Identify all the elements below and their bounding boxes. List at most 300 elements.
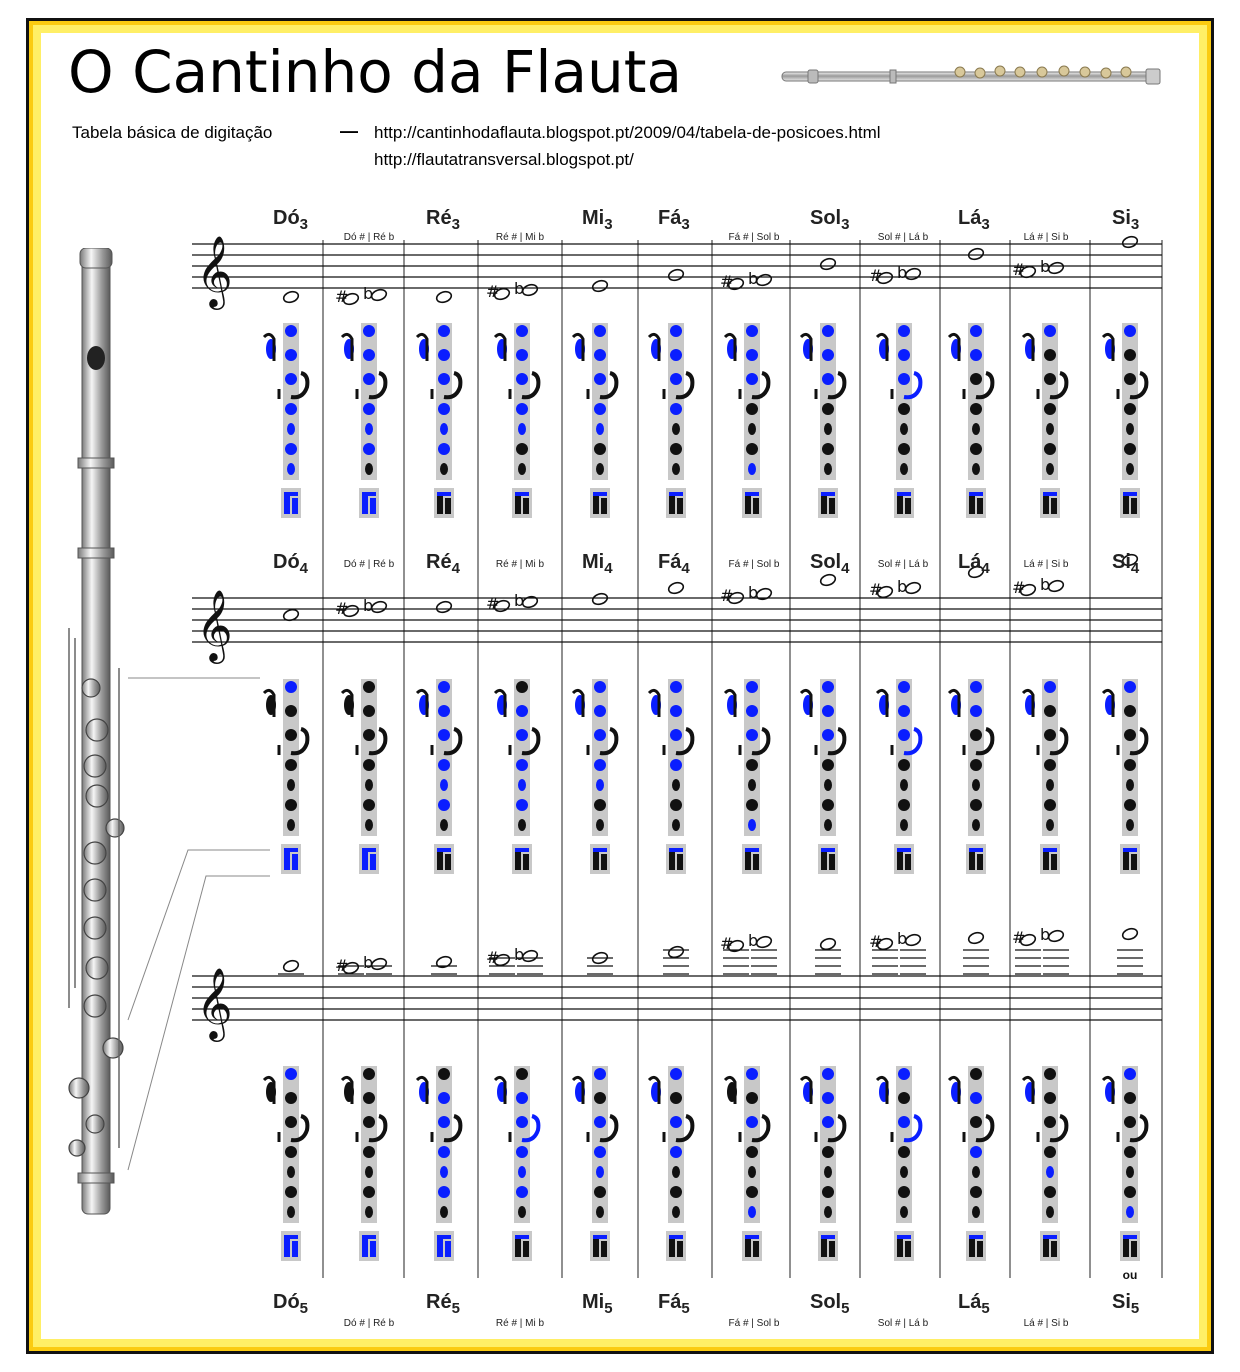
key-1 — [363, 681, 375, 693]
sharp-sign: # — [720, 272, 734, 291]
key-5 — [287, 779, 295, 791]
key-6 — [898, 443, 910, 455]
octave-number: 3 — [604, 216, 613, 233]
subtitle-dash: — — [340, 121, 358, 141]
key-4 — [970, 759, 982, 771]
key-2 — [594, 1092, 606, 1104]
key-4 — [898, 403, 910, 415]
octave-number: 4 — [981, 560, 990, 577]
notes-octave-5 — [278, 925, 1143, 975]
foot-key-eb — [1123, 848, 1137, 852]
key-2 — [594, 705, 606, 717]
key-1 — [670, 681, 682, 693]
key-5 — [824, 423, 832, 435]
fingering-diagram — [1103, 1066, 1146, 1261]
note-head — [667, 581, 684, 595]
note-name-text: Ré — [426, 551, 452, 573]
fingering-diagram — [649, 679, 692, 874]
foot-key-2 — [1051, 1241, 1057, 1257]
key-panel — [361, 1066, 377, 1223]
key-5 — [287, 423, 295, 435]
key-6 — [898, 1186, 910, 1198]
key-7 — [1126, 463, 1134, 475]
note-name-text: Fá — [658, 551, 682, 573]
accidental-label: Fá # | Sol b — [728, 1318, 780, 1329]
key-4 — [1044, 1146, 1056, 1158]
flat-sign: b — [748, 269, 759, 288]
foot-key-eb — [593, 1235, 607, 1239]
key-6 — [670, 443, 682, 455]
fingering-diagram — [495, 1066, 538, 1261]
fingering-diagram — [417, 679, 460, 874]
key-panel — [820, 323, 836, 480]
sharp-sign: # — [720, 934, 734, 953]
note-name-text: Sol — [810, 207, 842, 229]
foot-key-eb — [669, 492, 683, 496]
key-7 — [365, 463, 373, 475]
key-2 — [670, 349, 682, 361]
key-4 — [670, 403, 682, 415]
key-3 — [516, 1116, 528, 1128]
key-2 — [438, 705, 450, 717]
key-6 — [516, 1186, 528, 1198]
foot-key-eb — [515, 1235, 529, 1239]
key-3 — [438, 373, 450, 385]
key-6 — [1044, 443, 1056, 455]
key-4 — [746, 1146, 758, 1158]
key-3 — [746, 729, 758, 741]
key-4 — [970, 1146, 982, 1158]
treble-clef-icon: 𝄞 — [196, 234, 233, 307]
key-3 — [1124, 729, 1136, 741]
key-3 — [898, 729, 910, 741]
key-4 — [516, 1146, 528, 1158]
key-4 — [438, 403, 450, 415]
note-name-text: Mi — [582, 207, 605, 229]
key-1 — [516, 325, 528, 337]
key-4 — [594, 759, 606, 771]
key-5 — [596, 423, 604, 435]
source-link-2[interactable]: http://flautatransversal.blogspot.pt/ — [374, 150, 634, 169]
key-3 — [285, 1116, 297, 1128]
octave-number: 3 — [841, 216, 850, 233]
sharp-sign: # — [335, 599, 349, 618]
key-5 — [365, 423, 373, 435]
foot-key-eb — [969, 848, 983, 852]
key-4 — [1044, 403, 1056, 415]
foot-key-eb — [515, 492, 529, 496]
key-5 — [972, 1166, 980, 1178]
key-3 — [516, 729, 528, 741]
key-panel — [668, 1066, 684, 1223]
octave-number: 5 — [681, 1300, 690, 1317]
key-3 — [670, 373, 682, 385]
flat-sign: b — [1040, 575, 1051, 594]
note-name — [958, 1291, 990, 1317]
foot-key-2 — [977, 498, 983, 514]
note-name — [658, 207, 690, 233]
note-head — [591, 279, 608, 293]
note-name-text: Fá — [658, 207, 682, 229]
key-5 — [440, 779, 448, 791]
key-2 — [822, 705, 834, 717]
key-1 — [898, 681, 910, 693]
key-3 — [363, 373, 375, 385]
key-panel — [436, 1066, 452, 1223]
note-head — [1121, 235, 1138, 249]
foot-key-eb — [515, 848, 529, 852]
key-6 — [822, 799, 834, 811]
key-1 — [516, 1068, 528, 1080]
accidental-label: Sol # | Lá b — [877, 232, 929, 243]
foot-key-2 — [1051, 498, 1057, 514]
note-name — [426, 207, 460, 233]
foot-key-2 — [753, 498, 759, 514]
key-6 — [285, 1186, 297, 1198]
key-7 — [1126, 819, 1134, 831]
foot-key-2 — [829, 854, 835, 870]
sharp-sign: # — [335, 287, 349, 306]
octave-number: 4 — [681, 560, 690, 577]
key-7 — [440, 819, 448, 831]
key-7 — [287, 1206, 295, 1218]
key-panel — [361, 679, 377, 836]
fingering-diagram — [264, 323, 307, 518]
key-1 — [1044, 325, 1056, 337]
key-3 — [970, 729, 982, 741]
key-1 — [746, 681, 758, 693]
note-name-text: Sol — [810, 1291, 842, 1313]
key-6 — [1124, 443, 1136, 455]
note-name — [582, 551, 613, 577]
fingering-diagram — [877, 323, 920, 518]
sharp-sign: # — [486, 282, 500, 301]
key-6 — [594, 799, 606, 811]
key-7 — [824, 1206, 832, 1218]
note-name-text: Mi — [582, 1291, 605, 1313]
key-5 — [365, 1166, 373, 1178]
key-panel — [514, 323, 530, 480]
key-6 — [970, 799, 982, 811]
accidental-label: Sol # | Lá b — [877, 559, 929, 570]
octave-number: 5 — [299, 1300, 309, 1317]
key-2 — [822, 349, 834, 361]
key-2 — [516, 1092, 528, 1104]
foot-key-eb — [969, 492, 983, 496]
key-3 — [1124, 373, 1136, 385]
key-2 — [898, 349, 910, 361]
key-7 — [1046, 819, 1054, 831]
octave-number: 3 — [1130, 216, 1140, 233]
page-subtitle: Tabela básica de digitação — [72, 123, 273, 142]
key-3 — [438, 1116, 450, 1128]
key-1 — [438, 325, 450, 337]
note-head — [591, 592, 608, 606]
treble-clef-icon: 𝄞 — [196, 966, 233, 1039]
key-2 — [1044, 1092, 1056, 1104]
fingering-diagram — [877, 679, 920, 874]
key-6 — [822, 1186, 834, 1198]
foot-key-2 — [445, 854, 451, 870]
key-7 — [748, 819, 756, 831]
octave-number: 3 — [681, 216, 690, 233]
key-3 — [1044, 373, 1056, 385]
key-7 — [1046, 1206, 1054, 1218]
key-panel — [1042, 679, 1058, 836]
foot-key-eb — [821, 1235, 835, 1239]
foot-key-eb — [593, 848, 607, 852]
key-3 — [822, 373, 834, 385]
key-1 — [822, 1068, 834, 1080]
key-7 — [440, 1206, 448, 1218]
fingering-diagram — [649, 1066, 692, 1261]
accidental-label: Lá # | Si b — [1023, 232, 1069, 243]
key-1 — [670, 325, 682, 337]
key-5 — [596, 779, 604, 791]
key-7 — [1046, 463, 1054, 475]
note-name — [273, 207, 308, 233]
octave-number: 4 — [1130, 560, 1140, 577]
key-5 — [596, 1166, 604, 1178]
key-6 — [898, 799, 910, 811]
fingerings-octave-3 — [264, 323, 1146, 518]
foot-key-2 — [601, 498, 607, 514]
key-3 — [285, 729, 297, 741]
sharp-sign: # — [1012, 260, 1026, 279]
key-6 — [670, 799, 682, 811]
key-4 — [1124, 403, 1136, 415]
key-7 — [365, 819, 373, 831]
key-4 — [1044, 759, 1056, 771]
flat-sign: b — [363, 953, 374, 972]
key-6 — [746, 1186, 758, 1198]
key-4 — [363, 759, 375, 771]
octave-number: 5 — [604, 1300, 613, 1317]
foot-key-2 — [977, 1241, 983, 1257]
key-5 — [824, 779, 832, 791]
foot-key-2 — [677, 498, 683, 514]
key-7 — [972, 819, 980, 831]
note-name — [658, 551, 690, 577]
foot-key-2 — [445, 1241, 451, 1257]
sharp-sign: # — [869, 266, 883, 285]
fingerings-octave-5 — [264, 1066, 1146, 1261]
fingering-diagram — [949, 1066, 992, 1261]
octave-number: 4 — [604, 560, 613, 577]
key-1 — [970, 681, 982, 693]
note-name-text: Lá — [958, 1291, 982, 1313]
key-5 — [900, 1166, 908, 1178]
foot-key-2 — [677, 1241, 683, 1257]
key-6 — [438, 443, 450, 455]
key-panel — [968, 1066, 984, 1223]
key-6 — [438, 1186, 450, 1198]
key-5 — [748, 423, 756, 435]
key-panel — [592, 1066, 608, 1223]
fingering-diagram — [1023, 323, 1066, 518]
foot-key-2 — [829, 498, 835, 514]
key-5 — [518, 779, 526, 791]
fingering-diagram — [342, 1066, 385, 1261]
key-2 — [438, 1092, 450, 1104]
key-6 — [1044, 799, 1056, 811]
key-3 — [898, 373, 910, 385]
key-panel — [1122, 323, 1138, 480]
key-2 — [363, 1092, 375, 1104]
fingering-diagram — [573, 679, 616, 874]
key-3 — [363, 1116, 375, 1128]
key-2 — [285, 705, 297, 717]
key-2 — [438, 349, 450, 361]
fingering-diagram — [1023, 1066, 1066, 1261]
key-1 — [1044, 681, 1056, 693]
fingering-diagram — [649, 323, 692, 518]
foot-key-eb — [897, 848, 911, 852]
flat-sign: b — [748, 931, 759, 950]
key-panel — [436, 323, 452, 480]
key-7 — [596, 1206, 604, 1218]
key-5 — [1046, 1166, 1054, 1178]
staff-octave-5 — [192, 966, 1162, 1042]
note-name — [273, 1291, 308, 1317]
key-1 — [594, 1068, 606, 1080]
foot-key-eb — [897, 1235, 911, 1239]
key-3 — [746, 1116, 758, 1128]
foot-key-eb — [437, 848, 451, 852]
key-3 — [1124, 1116, 1136, 1128]
key-panel — [820, 1066, 836, 1223]
key-6 — [363, 443, 375, 455]
octave-number: 5 — [841, 1300, 850, 1317]
key-4 — [822, 403, 834, 415]
key-2 — [516, 705, 528, 717]
foot-key-2 — [523, 498, 529, 514]
note-name — [810, 1291, 849, 1317]
key-1 — [898, 1068, 910, 1080]
key-1 — [438, 681, 450, 693]
foot-key-eb — [745, 1235, 759, 1239]
key-2 — [746, 1092, 758, 1104]
foot-key-2 — [445, 498, 451, 514]
foot-key-2 — [601, 854, 607, 870]
key-6 — [516, 799, 528, 811]
key-4 — [438, 1146, 450, 1158]
key-2 — [670, 1092, 682, 1104]
note-name-text: Lá — [958, 551, 982, 573]
key-6 — [285, 443, 297, 455]
note-name-text: Mi — [582, 551, 605, 573]
flat-sign: b — [514, 945, 525, 964]
key-5 — [672, 423, 680, 435]
key-4 — [822, 759, 834, 771]
note-name-text: Dó — [273, 551, 300, 573]
key-2 — [670, 705, 682, 717]
foot-key-eb — [1043, 492, 1057, 496]
key-panel — [283, 323, 299, 480]
key-6 — [594, 1186, 606, 1198]
fingering-diagram — [264, 679, 307, 874]
note-head — [667, 268, 684, 282]
key-2 — [746, 705, 758, 717]
key-6 — [1124, 799, 1136, 811]
key-6 — [970, 443, 982, 455]
note-name — [426, 551, 461, 577]
key-7 — [672, 463, 680, 475]
key-3 — [822, 1116, 834, 1128]
note-name — [958, 551, 990, 577]
alternative-label: ou — [1122, 1268, 1138, 1282]
note-head — [967, 931, 984, 945]
key-5 — [972, 423, 980, 435]
foot-key-eb — [437, 492, 451, 496]
key-4 — [285, 1146, 297, 1158]
key-7 — [518, 819, 526, 831]
key-4 — [285, 403, 297, 415]
key-6 — [970, 1186, 982, 1198]
key-5 — [972, 779, 980, 791]
foot-key-2 — [292, 854, 298, 870]
note-head — [1121, 927, 1138, 941]
accidental-label: Lá # | Si b — [1023, 1318, 1069, 1329]
key-4 — [670, 759, 682, 771]
foot-key-2 — [370, 1241, 376, 1257]
fingering-diagram — [342, 679, 385, 874]
key-2 — [285, 349, 297, 361]
accidental-label: Dó # | Ré b — [343, 1318, 395, 1329]
note-head — [819, 573, 836, 587]
key-1 — [970, 1068, 982, 1080]
foot-key-2 — [753, 1241, 759, 1257]
note-name-text: Si — [1112, 551, 1131, 573]
key-panel — [514, 679, 530, 836]
key-1 — [285, 681, 297, 693]
labels-octave-3 — [273, 207, 1139, 243]
key-2 — [1044, 349, 1056, 361]
note-name — [658, 1291, 690, 1317]
key-6 — [594, 443, 606, 455]
fingering-diagram — [1103, 679, 1146, 874]
key-panel — [968, 323, 984, 480]
key-7 — [287, 463, 295, 475]
key-panel — [361, 323, 377, 480]
foot-key-eb — [1043, 1235, 1057, 1239]
octave-number: 3 — [299, 216, 309, 233]
flat-sign: b — [363, 596, 374, 615]
accidental-label: Ré # | Mi b — [495, 559, 545, 570]
foot-key-eb — [1123, 1235, 1137, 1239]
source-link-1[interactable]: http://cantinhodaflauta.blogspot.pt/2009/04/tabela-de-posicoes.html — [374, 123, 881, 142]
key-5 — [748, 1166, 756, 1178]
accidental-label: Sol # | Lá b — [877, 1318, 929, 1329]
fingering-diagram — [417, 323, 460, 518]
foot-key-eb — [593, 492, 607, 496]
sharp-sign: # — [1012, 578, 1026, 597]
note-name-text: Si — [1112, 207, 1131, 229]
key-7 — [824, 819, 832, 831]
key-1 — [746, 325, 758, 337]
note-head — [282, 959, 299, 973]
key-4 — [285, 759, 297, 771]
key-6 — [822, 443, 834, 455]
foot-key-2 — [905, 498, 911, 514]
key-1 — [363, 1068, 375, 1080]
key-1 — [822, 681, 834, 693]
foot-key-2 — [905, 1241, 911, 1257]
foot-key-eb — [821, 848, 835, 852]
key-7 — [365, 1206, 373, 1218]
key-6 — [438, 799, 450, 811]
key-1 — [822, 325, 834, 337]
